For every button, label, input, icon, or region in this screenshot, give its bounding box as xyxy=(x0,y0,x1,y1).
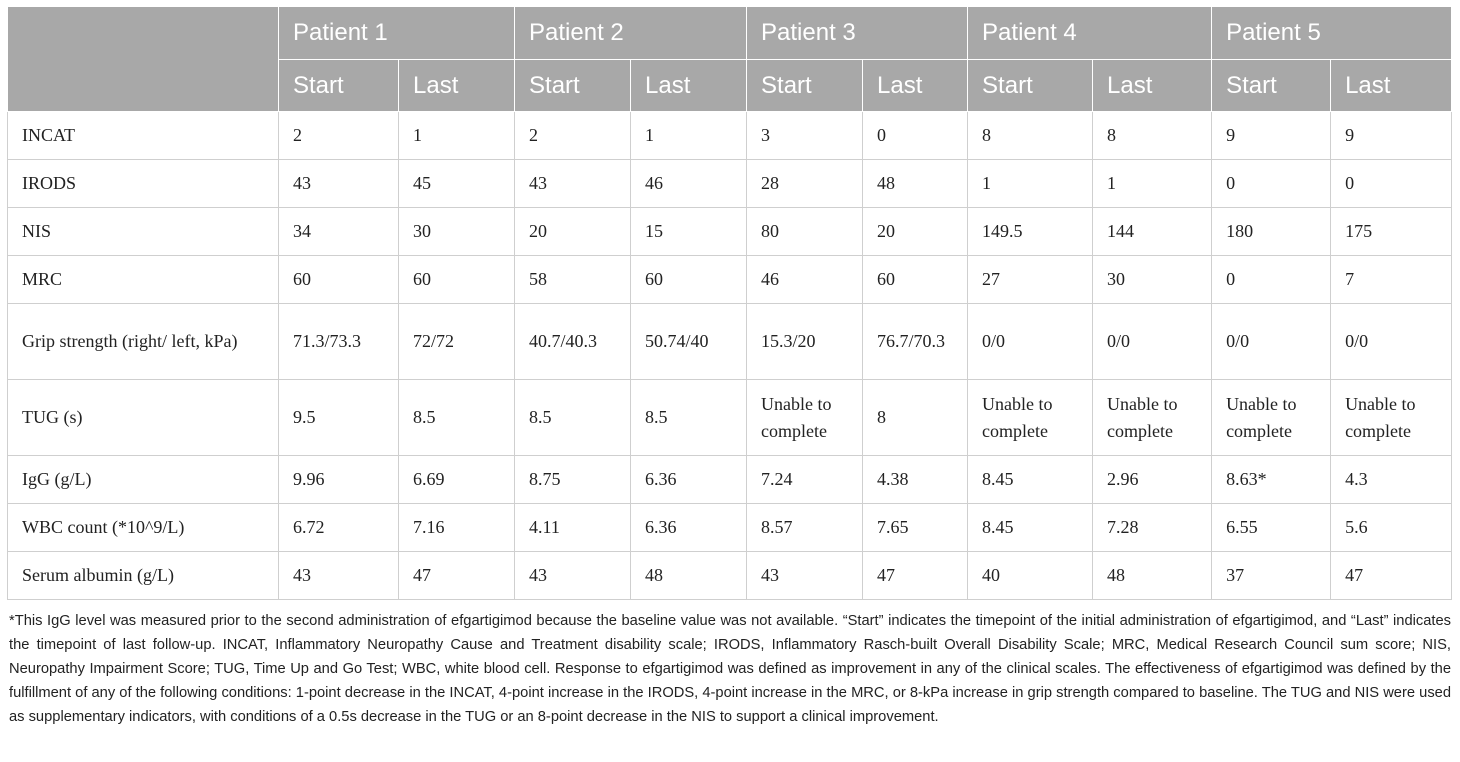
value-cell: 0 xyxy=(1331,160,1452,208)
corner-header-cell xyxy=(8,7,279,112)
row-label: IgG (g/L) xyxy=(8,456,279,504)
timepoint-header: Last xyxy=(863,60,968,112)
value-cell: 8.5 xyxy=(631,380,747,456)
value-cell: 8 xyxy=(968,112,1093,160)
table-footnote: *This IgG level was measured prior to the second administration of efgartigimod because the baseline value was not available. “Start” indicates the timepoint of the initial administration of efgartigimod, and “Last” indicates the timepoint of last follow-up. INCAT, Inflammatory Neuropathy Cause and Treatment disability scale; IRODS, Inflammatory Rasch-built Overall Disability Scale; MRC, Medical Research Council sum score; NIS, Neuropathy Impairment Score; TUG, Time Up and Go Test; WBC, white blood cell. Response to efgartigimod was defined as improvement in any of the clinical scales. The effectiveness of efgartigimod was defined by the fulfillment of any of the following conditions: 1-point decrease in the INCAT, 4-point increase in the IRODS, 4-point increase in the MRC, or 8-kPa increase in grip strength compared to baseline. The TUG and NIS were used as supplementary indicators, with conditions of a 0.5s decrease in the TUG or an 8-point decrease in the NIS to support a clinical improvement. xyxy=(9,613,1451,725)
value-cell: 0/0 xyxy=(1331,304,1452,380)
value-cell: 58 xyxy=(515,256,631,304)
value-cell: 60 xyxy=(863,256,968,304)
value-cell: 80 xyxy=(747,208,863,256)
value-cell: 72/72 xyxy=(399,304,515,380)
value-cell: 8.5 xyxy=(399,380,515,456)
value-cell: 30 xyxy=(399,208,515,256)
value-cell: 8.75 xyxy=(515,456,631,504)
value-cell: 6.72 xyxy=(279,504,399,552)
value-cell: 46 xyxy=(631,160,747,208)
timepoint-header: Start xyxy=(968,60,1093,112)
row-label: Grip strength (right/ left, kPa) xyxy=(8,304,279,380)
timepoint-header: Start xyxy=(515,60,631,112)
value-cell: 7.65 xyxy=(863,504,968,552)
value-cell: 7.16 xyxy=(399,504,515,552)
value-cell: 8.63* xyxy=(1212,456,1331,504)
value-cell: 6.36 xyxy=(631,456,747,504)
value-cell: Unable to complete xyxy=(747,380,863,456)
value-cell: 3 xyxy=(747,112,863,160)
patient-header: Patient 1 xyxy=(279,7,515,60)
table-row xyxy=(8,504,1452,552)
value-cell: 27 xyxy=(968,256,1093,304)
value-cell: 47 xyxy=(1331,552,1452,600)
value-cell: 5.6 xyxy=(1331,504,1452,552)
value-cell: Unable to complete xyxy=(1331,380,1452,456)
patient-header: Patient 3 xyxy=(747,7,968,60)
value-cell: 180 xyxy=(1212,208,1331,256)
value-cell: Unable to complete xyxy=(1093,380,1212,456)
table-body xyxy=(8,112,1452,600)
value-cell: 60 xyxy=(399,256,515,304)
row-label: MRC xyxy=(8,256,279,304)
value-cell: 0/0 xyxy=(1093,304,1212,380)
value-cell: 175 xyxy=(1331,208,1452,256)
value-cell: 30 xyxy=(1093,256,1212,304)
table-row xyxy=(8,380,1452,456)
value-cell: Unable to complete xyxy=(1212,380,1331,456)
value-cell: 28 xyxy=(747,160,863,208)
value-cell: 0 xyxy=(1212,160,1331,208)
timepoint-header: Start xyxy=(279,60,399,112)
value-cell: 0 xyxy=(1212,256,1331,304)
value-cell: 9.96 xyxy=(279,456,399,504)
table-row xyxy=(8,112,1452,160)
value-cell: 9.5 xyxy=(279,380,399,456)
value-cell: 60 xyxy=(631,256,747,304)
value-cell: 0/0 xyxy=(1212,304,1331,380)
row-label: IRODS xyxy=(8,160,279,208)
value-cell: 43 xyxy=(279,160,399,208)
value-cell: 2 xyxy=(279,112,399,160)
value-cell: 76.7/70.3 xyxy=(863,304,968,380)
value-cell: 144 xyxy=(1093,208,1212,256)
value-cell: 43 xyxy=(747,552,863,600)
value-cell: 45 xyxy=(399,160,515,208)
row-label: WBC count (*10^9/L) xyxy=(8,504,279,552)
value-cell: 48 xyxy=(1093,552,1212,600)
value-cell: 7.24 xyxy=(747,456,863,504)
results-table-container xyxy=(7,6,1451,600)
value-cell: 7 xyxy=(1331,256,1452,304)
patient-header: Patient 2 xyxy=(515,7,747,60)
value-cell: 48 xyxy=(631,552,747,600)
patient-results-table xyxy=(7,6,1452,600)
value-cell: 0 xyxy=(863,112,968,160)
table-row xyxy=(8,552,1452,600)
row-label: Serum albumin (g/L) xyxy=(8,552,279,600)
value-cell: 8.45 xyxy=(968,504,1093,552)
value-cell: 6.69 xyxy=(399,456,515,504)
value-cell: 47 xyxy=(863,552,968,600)
timepoint-header: Last xyxy=(631,60,747,112)
value-cell: 1 xyxy=(399,112,515,160)
timepoint-header: Last xyxy=(399,60,515,112)
value-cell: 8.57 xyxy=(747,504,863,552)
value-cell: 60 xyxy=(279,256,399,304)
value-cell: 1 xyxy=(631,112,747,160)
value-cell: 2 xyxy=(515,112,631,160)
value-cell: 1 xyxy=(1093,160,1212,208)
value-cell: 8.45 xyxy=(968,456,1093,504)
value-cell: 34 xyxy=(279,208,399,256)
value-cell: 9 xyxy=(1212,112,1331,160)
value-cell: 6.55 xyxy=(1212,504,1331,552)
row-label: NIS xyxy=(8,208,279,256)
table-row xyxy=(8,256,1452,304)
value-cell: 8 xyxy=(1093,112,1212,160)
value-cell: 20 xyxy=(863,208,968,256)
value-cell: 4.11 xyxy=(515,504,631,552)
row-label: TUG (s) xyxy=(8,380,279,456)
patient-header: Patient 5 xyxy=(1212,7,1452,60)
value-cell: 7.28 xyxy=(1093,504,1212,552)
value-cell: 4.3 xyxy=(1331,456,1452,504)
timepoint-header: Start xyxy=(1212,60,1331,112)
value-cell: 2.96 xyxy=(1093,456,1212,504)
value-cell: 50.74/40 xyxy=(631,304,747,380)
value-cell: 47 xyxy=(399,552,515,600)
value-cell: 46 xyxy=(747,256,863,304)
table-row xyxy=(8,456,1452,504)
value-cell: 4.38 xyxy=(863,456,968,504)
value-cell: 20 xyxy=(515,208,631,256)
patient-header: Patient 4 xyxy=(968,7,1212,60)
timepoint-header: Start xyxy=(747,60,863,112)
value-cell: 71.3/73.3 xyxy=(279,304,399,380)
value-cell: 8.5 xyxy=(515,380,631,456)
value-cell: 149.5 xyxy=(968,208,1093,256)
table-row xyxy=(8,160,1452,208)
value-cell: 48 xyxy=(863,160,968,208)
timepoint-header: Last xyxy=(1331,60,1452,112)
value-cell: 15.3/20 xyxy=(747,304,863,380)
value-cell: 40 xyxy=(968,552,1093,600)
value-cell: 0/0 xyxy=(968,304,1093,380)
timepoint-header: Last xyxy=(1093,60,1212,112)
value-cell: 15 xyxy=(631,208,747,256)
value-cell: 43 xyxy=(279,552,399,600)
row-label: INCAT xyxy=(8,112,279,160)
value-cell: 37 xyxy=(1212,552,1331,600)
value-cell: 43 xyxy=(515,160,631,208)
value-cell: 9 xyxy=(1331,112,1452,160)
value-cell: 8 xyxy=(863,380,968,456)
value-cell: Unable to complete xyxy=(968,380,1093,456)
value-cell: 40.7/40.3 xyxy=(515,304,631,380)
table-row xyxy=(8,208,1452,256)
table-row xyxy=(8,304,1452,380)
value-cell: 6.36 xyxy=(631,504,747,552)
value-cell: 43 xyxy=(515,552,631,600)
value-cell: 1 xyxy=(968,160,1093,208)
patient-header-row xyxy=(8,7,1452,60)
